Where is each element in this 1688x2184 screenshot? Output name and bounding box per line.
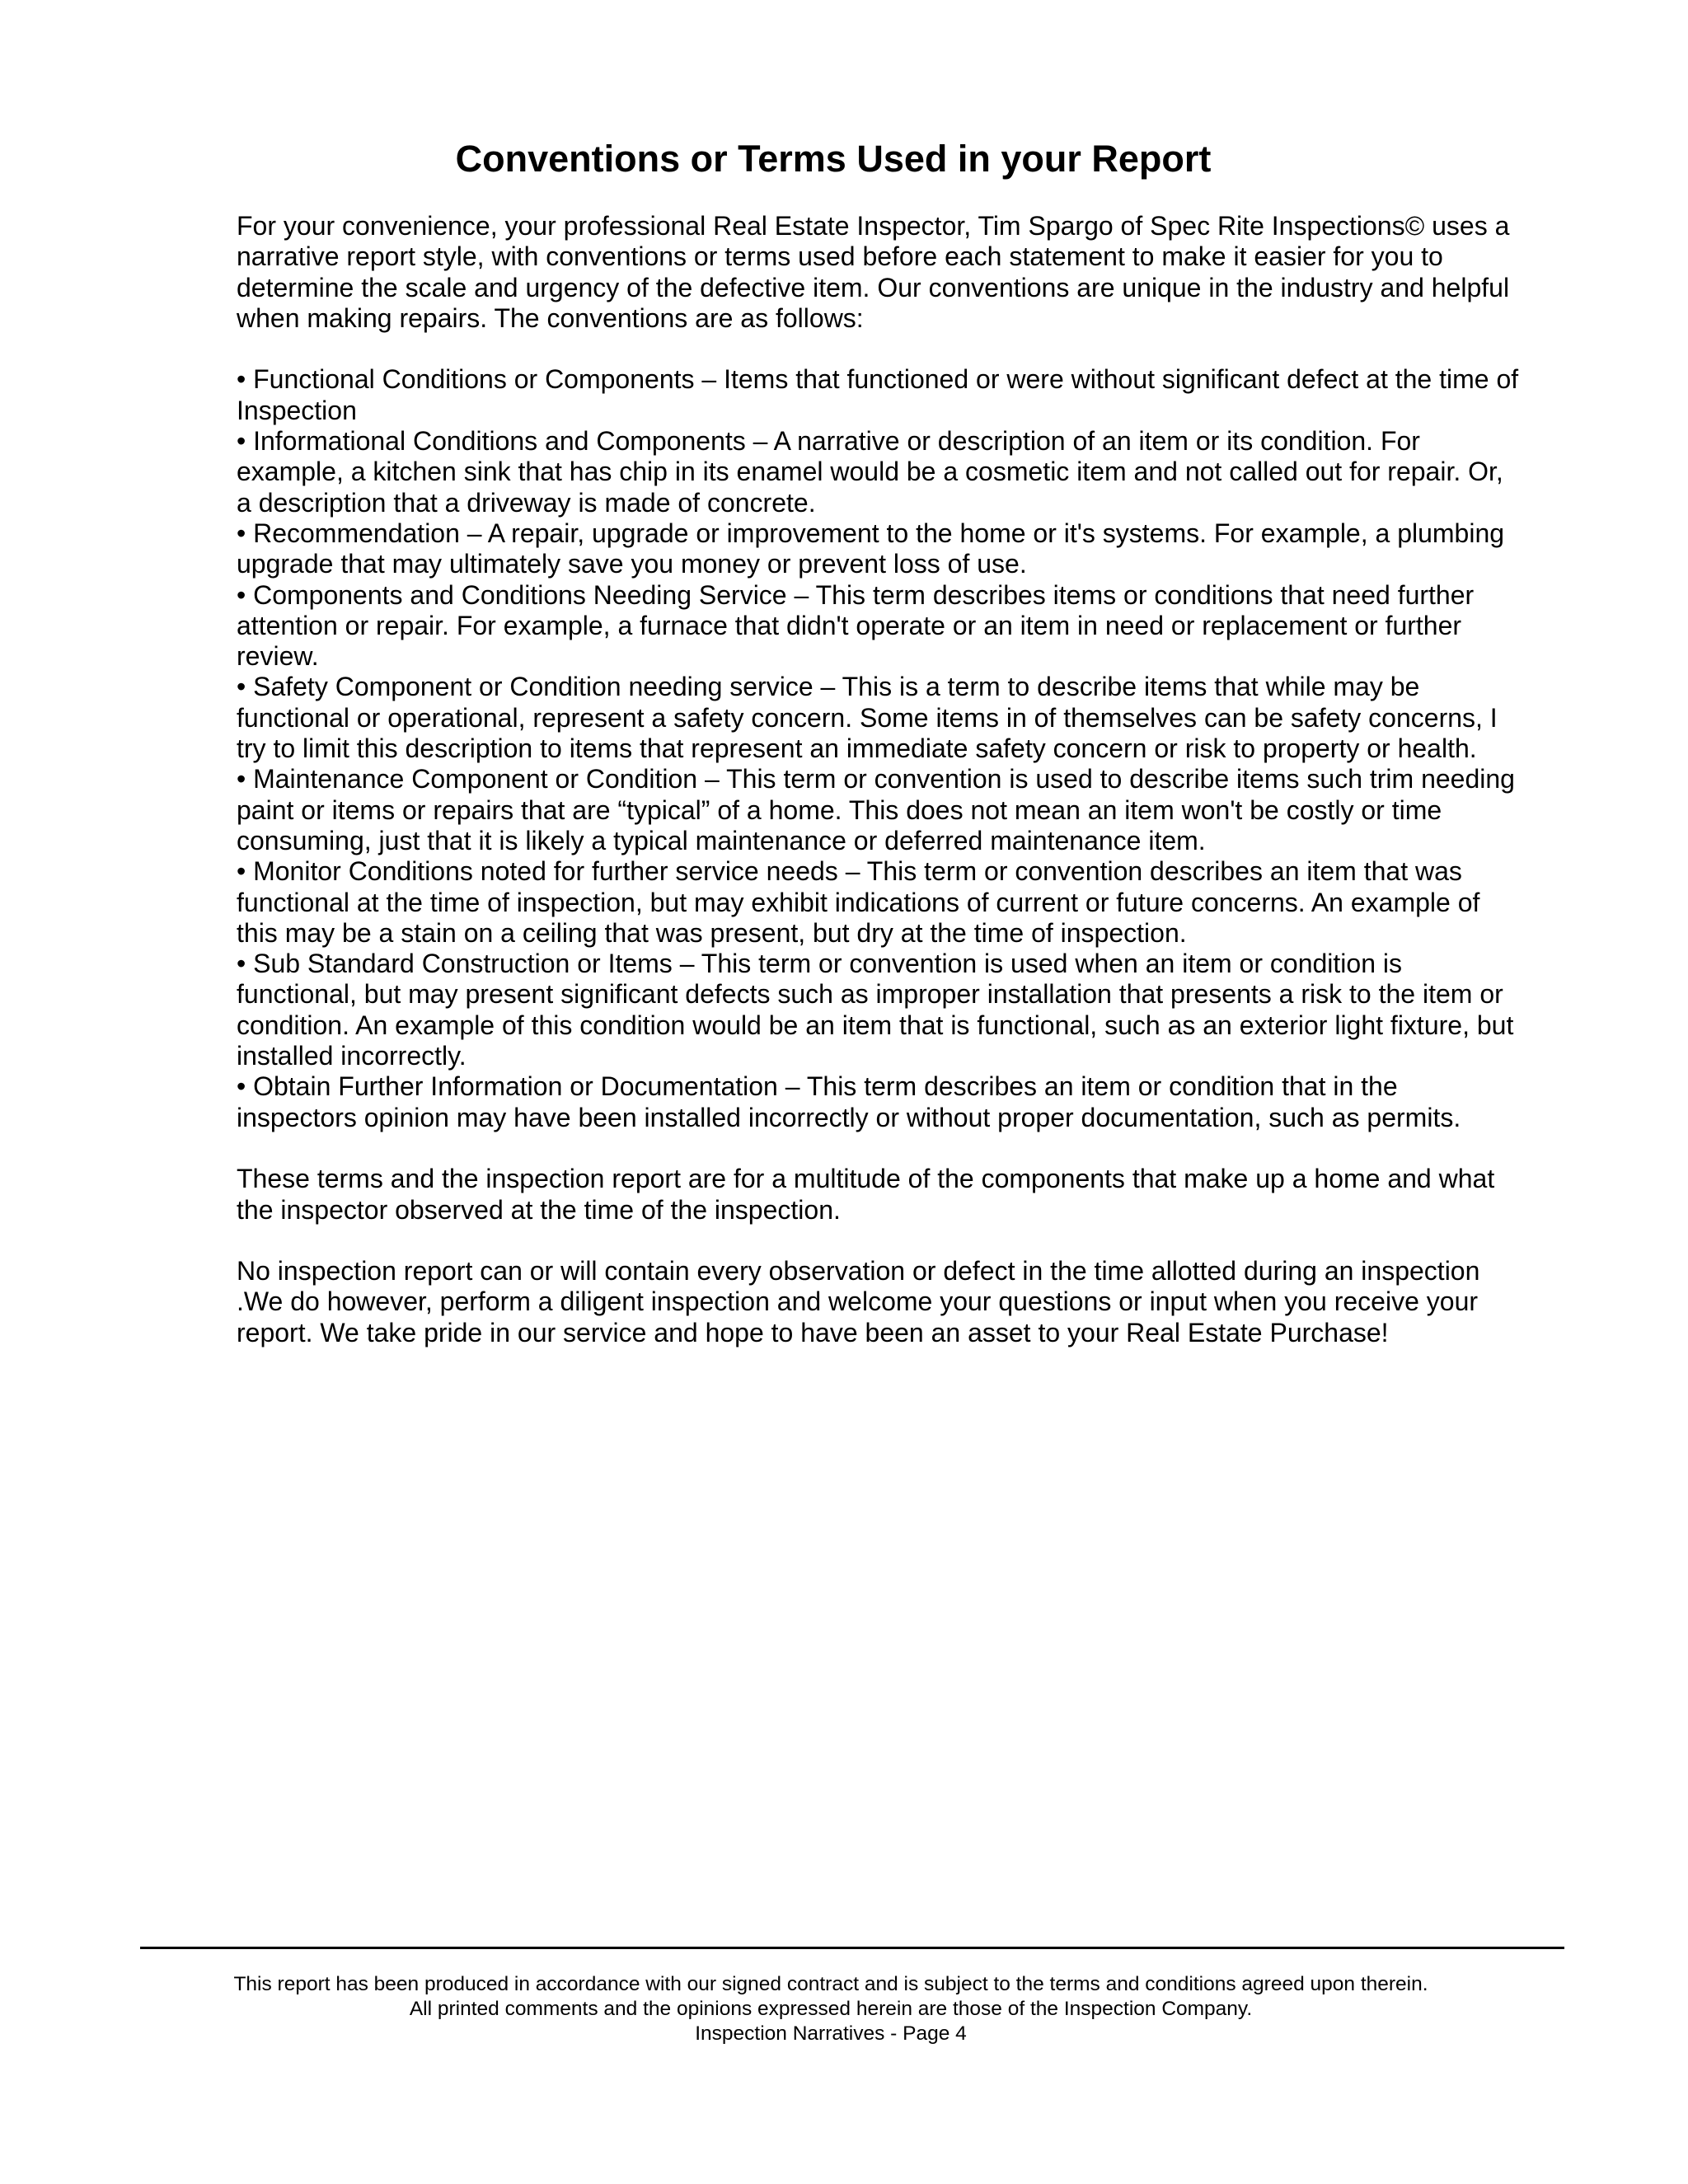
page-footer — [0, 1972, 1662, 2046]
convention-item-safety: • Safety Component or Condition needing service – This is a term to describe items that while may be functional or operational, represent a safety concern. Some items in of themselves can be safety concerns, I try to limit this description to items that represent an immediate safety concern or risk to property or health. — [237, 672, 1498, 764]
conventions-list — [237, 364, 1522, 1132]
convention-item-further-information: • Obtain Further Information or Documentation – This term describes an item or condition that in the inspectors opinion may have been installed incorrectly or without proper documentation, such as permits. — [237, 1071, 1461, 1132]
report-body — [237, 211, 1522, 1348]
paragraph-spacer — [237, 1133, 1522, 1164]
paragraph-spacer — [237, 334, 1522, 364]
convention-item-needing-service: • Components and Conditions Needing Service – This term describes items or conditions that need further attention or repair. For example, a furnace that didn't operate or an item in need or replacement or further review. — [237, 579, 1475, 672]
closing-paragraph: No inspection report can or will contain every observation or defect in the time allotted during an inspection .We do however, perform a diligent inspection and welcome your questions or input when you receive your report. We take pride in our service and hope to have been an asset to your Real Estate Purchase! — [237, 1256, 1480, 1347]
convention-item-informational: • Informational Conditions and Components – A narrative or description of an item or its condition. For example, a kitchen sink that has chip in its enamel would be a cosmetic item and not called out for repair. Or, a description that a driveway is made of concrete. — [237, 426, 1503, 518]
footer-page-label: Inspection Narratives - Page 4 — [695, 2022, 967, 2045]
intro-paragraph: For your convenience, your professional Real Estate Inspector, Tim Spargo of Spec Rite Inspections© uses a narrative report style, with conventions or terms used before each statement to make it easier for you to determine the scale and urgency of the defective item. Our conventions are unique in the industry and helpful when making repairs. The conventions are as follows: — [237, 211, 1510, 333]
terms-paragraph: These terms and the inspection report are for a multitude of the components that make up a home and what the inspector observed at the time of the inspection. — [237, 1164, 1495, 1225]
convention-item-functional: • Functional Conditions or Components – Items that functioned or were without significant defect at the time of Inspection — [237, 364, 1519, 425]
footer-contract-note: This report has been produced in accordance with our signed contract and is subject to the terms and conditions agreed upon therein. — [233, 1973, 1428, 1995]
page-title: Conventions or Terms Used in your Report — [455, 138, 1212, 180]
footer-divider — [140, 1947, 1564, 1949]
convention-item-monitor: • Monitor Conditions noted for further service needs – This term or convention describes an item that was functional at the time of inspection, but may exhibit indications of current or future concerns. An example of this may be a stain on a ceiling that was present, but dry at the time of inspection. — [237, 856, 1480, 948]
paragraph-spacer — [237, 1226, 1522, 1256]
convention-item-maintenance: • Maintenance Component or Condition – This term or convention is used to describe items such trim needing paint or items or repairs that are “typical” of a home. This does not mean an item won't be costly or time consuming, just that it is likely a typical maintenance or deferred maintenance item. — [237, 764, 1515, 855]
convention-item-recommendation: • Recommendation – A repair, upgrade or improvement to the home or it's systems. For example, a plumbing upgrade that may ultimately save you money or prevent loss of use. — [237, 518, 1505, 579]
footer-opinions-note: All printed comments and the opinions expressed herein are those of the Inspection Company. — [409, 1998, 1253, 2020]
convention-item-sub-standard: • Sub Standard Construction or Items – This term or convention is used when an item or condition is functional, but may present significant defects such as improper installation that presents a risk to the item or condition. An example of this condition would be an item that is functional, such as an exterior light fixture, but installed incorrectly. — [237, 949, 1514, 1071]
